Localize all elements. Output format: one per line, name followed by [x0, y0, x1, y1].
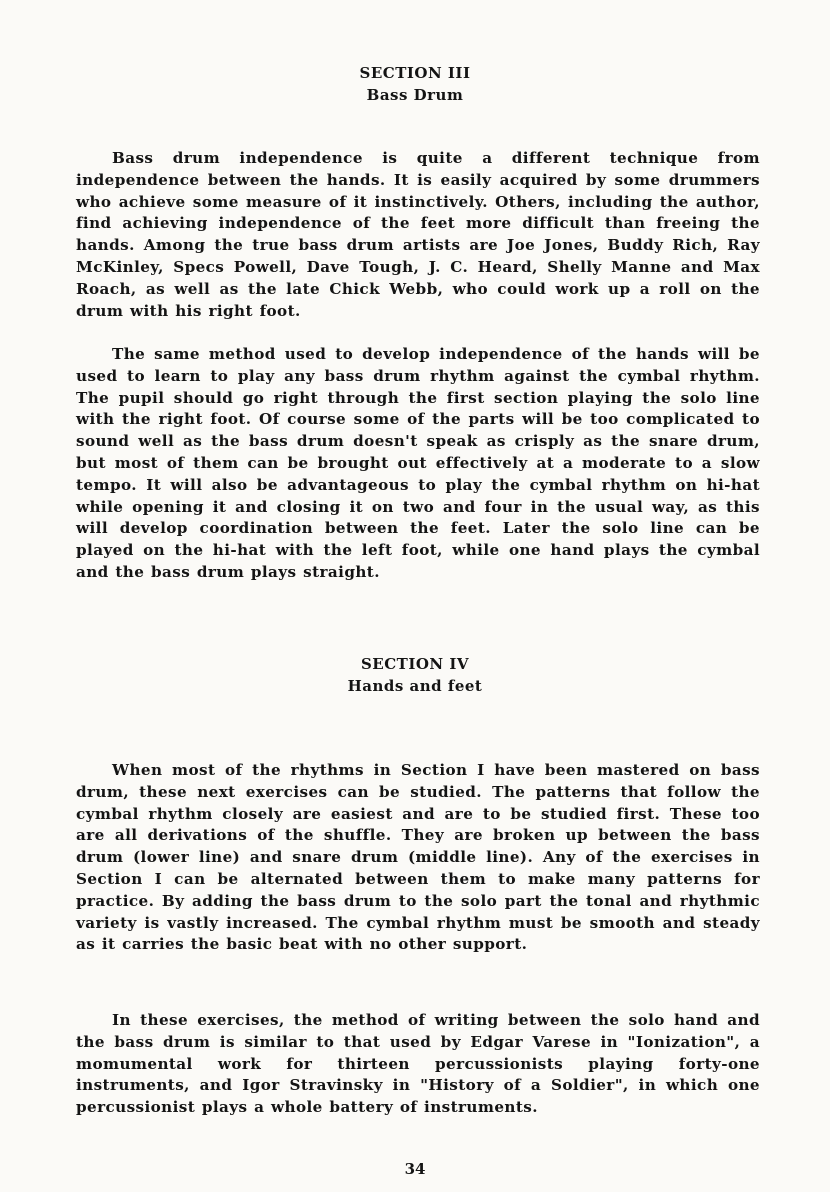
section-3-heading-block — [0, 62, 830, 106]
section-4-heading: SECTION IV — [360, 655, 470, 673]
section-4-paragraph-2: In these exercises, the method of writing between the solo hand and the bass drum is similar to that used by Edgar Varese in "Ionization", a momumental work for thirteen percussionists playing forty-one instruments, and Igor Stravinsky in "History of a Soldier", in which one percussionist plays a whole battery of instruments. — [76, 1011, 760, 1117]
section-3-paragraph-2: The same method used to develop independence of the hands will be used to learn to play any bass drum rhythm against the cymbal rhythm. The pupil should go right through the first section playing the solo line with the right foot. Of course some of the parts will be too complicated to sound well as the bass drum doesn't speak as crisply as the snare drum, but most of them can be brought out effectively at a moderate to a slow tempo. It will also be advantageous to play the cymbal rhythm on hi-hat while opening it and closing it on two and four in the usual way, as this will develop coordination between the feet. Later the solo line can be played on the hi-hat with the left foot, while one hand plays the cymbal and the bass drum plays straight. — [76, 345, 760, 581]
section-4-paragraph-1: When most of the rhythms in Section I have been mastered on bass drum, these next exercises can be studied. The patterns that follow the cymbal rhythm closely are easiest and are to be studied first. These too are all derivations of the shuffle. They are broken up between the bass drum (lower line) and snare drum (middle line). Any of the exercises in Section I can be alternated between them to make many patterns for practice. By adding the bass drum to the solo part the tonal and rhythmic variety is vastly increased. The cymbal rhythm must be smooth and steady as it carries the basic beat with no other support. — [76, 761, 760, 954]
section-3-heading: SECTION III — [359, 64, 471, 82]
section-4-subheading: Hands and feet — [347, 677, 483, 695]
page-number: 34 — [404, 1160, 426, 1178]
section-4-heading-block — [0, 653, 830, 697]
section-3-subheading: Bass Drum — [366, 86, 464, 104]
section-3-paragraph-1: Bass drum independence is quite a different technique from independence between the hands. It is easily acquired by some drummers who achieve some measure of it instinctively. Others, including the author, find achieving independence of the feet more difficult than freeing the hands. Among the true bass drum artists are Joe Jones, Buddy Rich, Ray McKinley, Specs Powell, Dave Tough, J. C. Heard, Shelly Manne and Max Roach, as well as the late Chick Webb, who could work up a roll on the drum with his right foot. — [76, 149, 760, 320]
